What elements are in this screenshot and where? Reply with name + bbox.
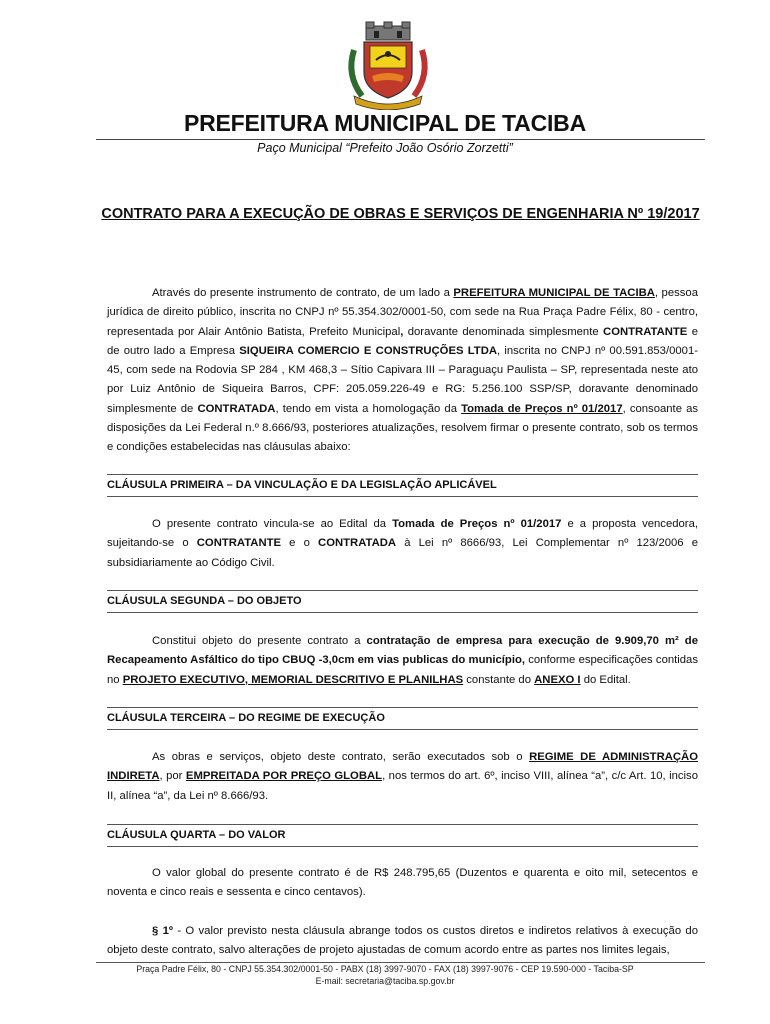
page-title: PREFEITURA MUNICIPAL DE TACIBA [183,110,587,136]
clause-4-heading: CLÁUSULA QUARTA – DO VALOR [107,824,698,847]
clause-1-paragraph: O presente contrato vincula-se ao Edital da Tomada de Preços nº 01/2017 e a proposta vencedora, sujeitando-se o CONTRATANTE e o CONTRATADA à Lei nº 8666/93, Lei Complementar nº 123/2006 e subsidiariamente ao Código Civil. [107,518,698,569]
intro-paragraph: Através do presente instrumento de contrato, de um lado a PREFEITURA MUNICIPAL DE TACIBA, pessoa jurídica de direito público, inscrita no CNPJ nº 55.354.302/0001-50, com sede na Rua Praça Padre Félix, 80 - centro, representada por Alair Antônio Batista, Prefeito Municipal, doravante denominada simplesmente CONTRATANTE e de outro lado a Empresa SIQUEIRA COMERCIO E CONSTRUÇÕES LTDA, inscrita no CNPJ nº 00.591.853/0001-45, com sede na Rodovia SP 284 , KM 468,3 – Sítio Capivara III – Paraguaçu Paulista – SP, representada neste ato por Luiz Antônio de Siqueira Barros, CPF: 205.059.226-49 e RG: 5.256.100 SSP/SP, doravante denominado simplesmente de CONTRATADA, tendo em vista a homologação da Tomada de Preços nº 01/2017, consoante as disposições da Lei Federal n.º 8.666/93, posteriores atualizações, resolvem firmar o presente contrato, sob os termos e condições estabelecidas nas cláusulas abaixo: [107,287,698,454]
footer-address: Praça Padre Félix, 80 - CNPJ 55.354.302/0001-50 - PABX (18) 3997-9070 - FAX (18) 3997-9076 - CEP 19.590-000 - Taciba-SP [136,964,634,974]
clause-3-paragraph: As obras e serviços, objeto deste contrato, serão executados sob o REGIME DE ADMINISTRAÇÃO INDIRETA, por EMPREITADA POR PREÇO GLOBAL, nos termos do art. 6º, inciso VIII, alínea “a”, c/c Art. 10, inciso II, alínea “a”, da Lei nº 8.666/93. [107,751,698,802]
clause-2-paragraph: Constitui objeto do presente contrato a contratação de empresa para execução de 9.909,70 m² de Recapeamento Asfáltico do tipo CBUQ -3,0cm em vias publicas do município, conforme especificações contidas no PROJETO EXECUTIVO, MEMORIAL DESCRITIVO E PLANILHAS constante do ANEXO I do Edital. [107,635,698,686]
clause-4-section-1: § 1º - O valor previsto nesta cláusula abrange todos os custos diretos e indiretos relativos à execução do objeto deste contrato, salvo alterações de projeto ajustadas de comum acordo entre as partes nos limites legais, [107,925,698,957]
footer-email: E-mail: secretaria@taciba.sp.gov.br [315,976,455,986]
clause-3-heading: CLÁUSULA TERCEIRA – DO REGIME DE EXECUÇÃO [107,707,698,730]
clause-1-heading: CLÁUSULA PRIMEIRA – DA VINCULAÇÃO E DA LEGISLAÇÃO APLICÁVEL [107,474,698,497]
clause-2-heading: CLÁUSULA SEGUNDA – DO OBJETO [107,590,698,613]
clause-4-paragraph: O valor global do presente contrato é de R$ 248.795,65 (Duzentos e quarenta e oito mil, setecentos e noventa e cinco reais e sessenta e cinco centavos). [107,867,698,899]
page-subtitle: Paço Municipal “Prefeito João Osório Zorzetti” [257,141,513,155]
footer-rule [96,962,705,963]
contract-title: CONTRATO PARA A EXECUÇÃO DE OBRAS E SERVIÇOS DE ENGENHARIA Nº 19/2017 [101,206,700,222]
municipal-coat-of-arms [340,20,436,110]
header-rule [96,139,705,140]
